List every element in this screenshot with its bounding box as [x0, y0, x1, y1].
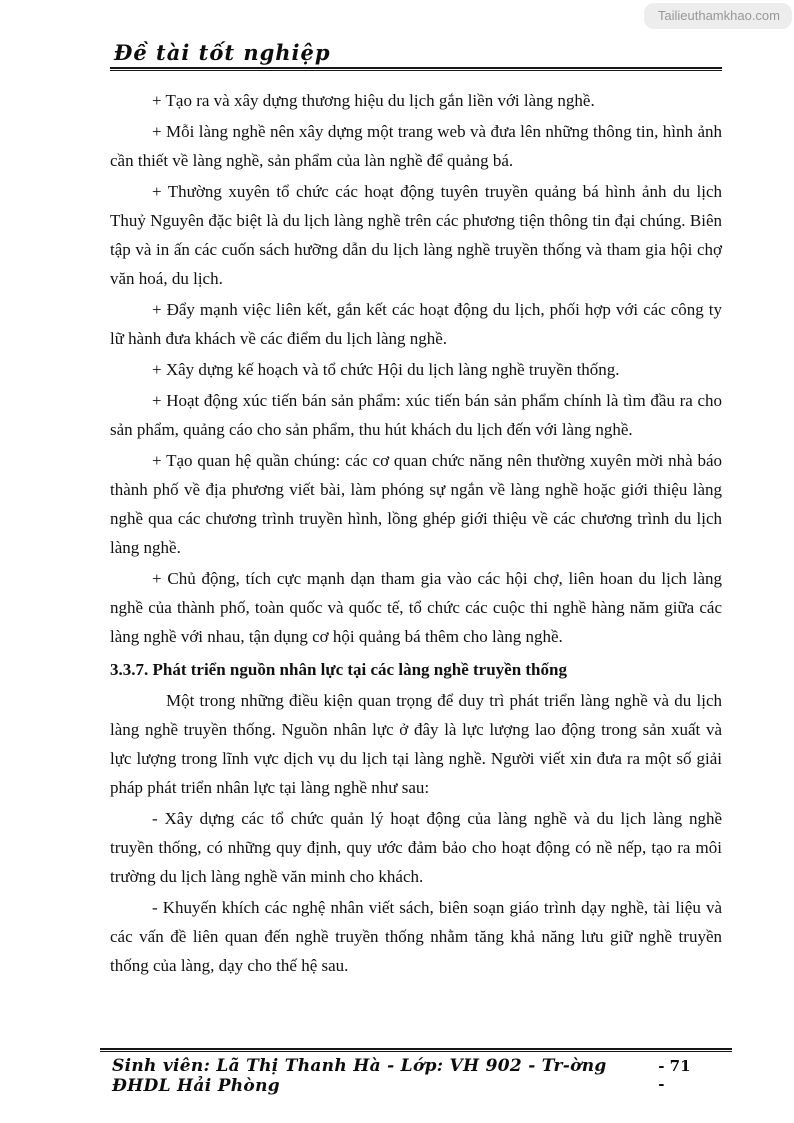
paragraph: + Xây dựng kế hoạch và tổ chức Hội du lịch làng nghề truyền thống.: [152, 360, 620, 379]
page-footer: [100, 1048, 732, 1096]
header-title: Đề tài tốt nghiệp: [114, 40, 331, 65]
paragraph: - Xây dựng các tổ chức quản lý hoạt động của làng nghề và du lịch làng nghề truyền thống, có những quy định, quy ước đảm bảo cho hoạt động có nề nếp, tạo ra môi trường du lịch làng nghề văn minh cho khách.: [110, 809, 722, 886]
footer-author-line: Sinh viên: Lã Thị Thanh Hà - Lớp: VH 902 - Tr-ờng ĐHDL Hải Phòng: [112, 1056, 607, 1096]
footer-page-number: - 71 -: [658, 1057, 691, 1093]
watermark-badge[interactable]: Tailieuthamkhao.com: [644, 3, 792, 29]
header-rule: [110, 67, 722, 71]
paragraph: - Khuyến khích các nghệ nhân viết sách, biên soạn giáo trình dạy nghề, tài liệu và các vấn đề liên quan đến nghề truyền thống nhằm tăng khả năng lưu giữ nghề truyền thống của làng, dạy cho thế hệ sau.: [110, 898, 722, 975]
footer-rule: [100, 1048, 732, 1052]
footer-row: [100, 1056, 732, 1096]
paragraph: + Thường xuyên tổ chức các hoạt động tuyên truyền quảng bá hình ảnh du lịch Thuỷ Nguyên đặc biệt là du lịch làng nghề trên các phương tiện thông tin đại chúng. Biên tập và in ấn các cuốn sách hưỡng dẫn du lịch làng nghề truyền thống và tham gia hội chợ văn hoá, du lịch.: [110, 182, 722, 288]
section-heading: 3.3.7. Phát triển nguồn nhân lực tại các làng nghề truyền thống: [110, 660, 567, 679]
paragraph: + Chủ động, tích cực mạnh dạn tham gia vào các hội chợ, liên hoan du lịch làng nghề của thành phố, toàn quốc và quốc tế, tổ chức các cuộc thi nghề hàng năm giữa các làng nghề với nhau, tận dụng cơ hội quảng bá thêm cho làng nghề.: [110, 569, 722, 646]
paragraph: + Mỗi làng nghề nên xây dựng một trang web và đưa lên những thông tin, hình ảnh cần thiết về làng nghề, sản phẩm của làn nghề để quảng bá.: [110, 122, 722, 170]
paragraph: + Tạo ra và xây dựng thương hiệu du lịch gắn liền với làng nghề.: [152, 91, 595, 110]
document-body: [110, 84, 722, 982]
paragraph: Một trong những điều kiện quan trọng để duy trì phát triển làng nghề và du lịch làng nghề truyền thống. Nguồn nhân lực ở đây là lực lượng lao động trong sản xuất và lực lượng trong lĩnh vực dịch vụ du lịch tại làng nghề. Người viết xin đưa ra một số giải pháp phát triển nhân lực tại làng nghề như sau:: [110, 691, 722, 797]
paragraph: + Hoạt động xúc tiến bán sản phẩm: xúc tiến bán sản phẩm chính là tìm đầu ra cho sản phẩm, quảng cáo cho sản phẩm, thu hút khách du lịch đến với làng nghề.: [110, 391, 722, 439]
page-header: [110, 40, 722, 71]
paragraph: + Đẩy mạnh việc liên kết, gắn kết các hoạt động du lịch, phối hợp với các công ty lữ hành đưa khách về các điểm du lịch làng nghề.: [110, 300, 722, 348]
paragraph: + Tạo quan hệ quần chúng: các cơ quan chức năng nên thường xuyên mời nhà báo thành phố về địa phương viết bài, làm phóng sự ngắn về làng nghề hoặc giới thiệu làng nghề qua các chương trình truyền hình, lồng ghép giới thiệu về các chương trình du lịch làng nghề.: [110, 451, 722, 557]
